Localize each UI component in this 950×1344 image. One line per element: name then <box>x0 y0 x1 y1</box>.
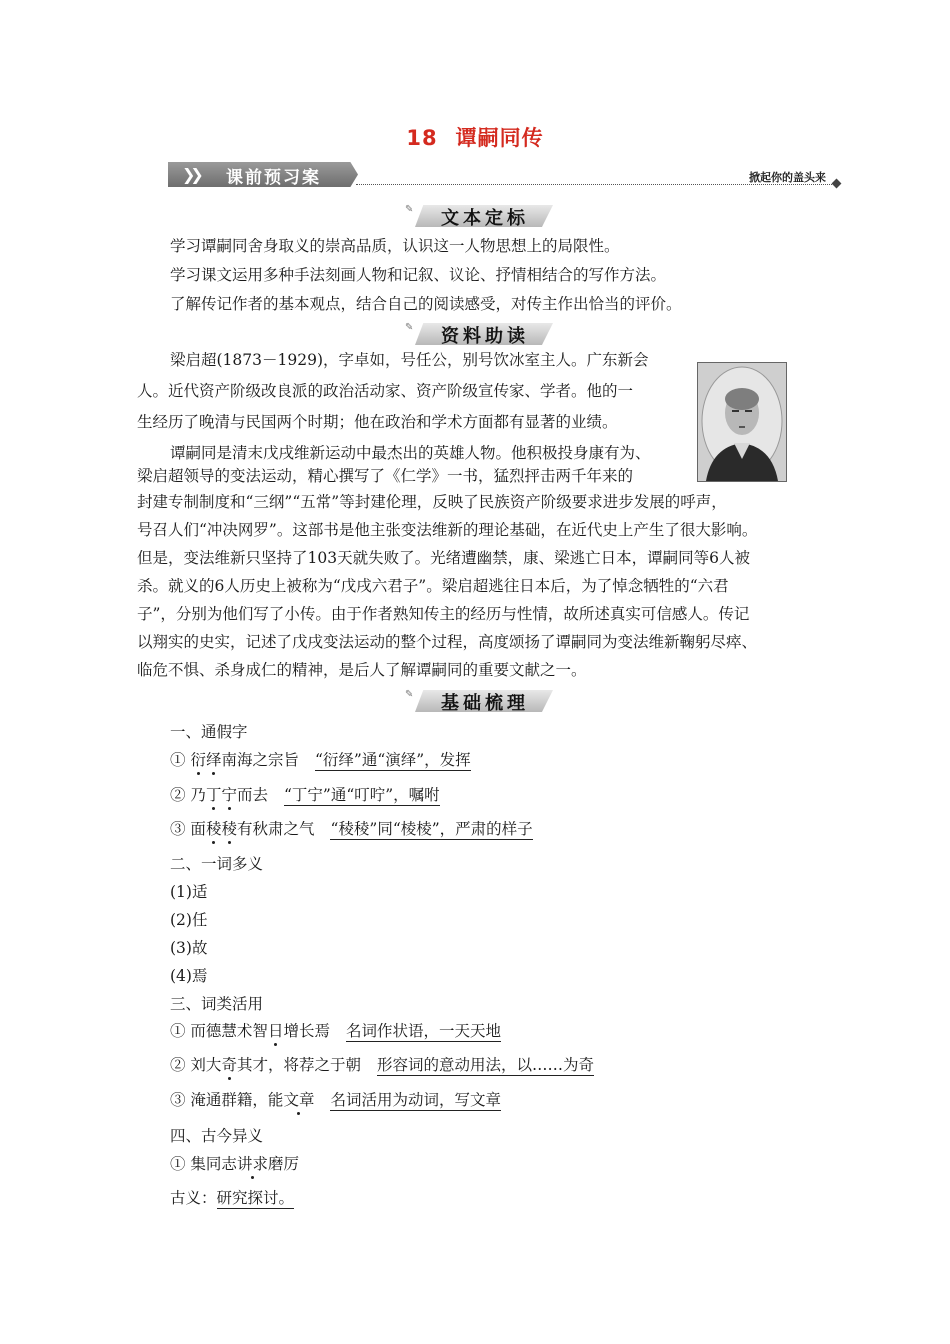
reading-p2-line: 以翔实的史实，记述了戊戌变法运动的整个过程，高度颂扬了谭嗣同为变法维新鞠躬尽瘁、 <box>137 633 758 651</box>
polysemy-heading: 二、一词多义 <box>170 855 264 873</box>
huoyong-heading: 三、词类活用 <box>170 995 264 1013</box>
pencil-mark-icon: ✎ <box>405 689 414 700</box>
reading-p2-line: 梁启超领导的变法运动，精心撰写了《仁学》一书，猛烈抨击两千年来的 <box>137 467 634 485</box>
gujin-heading: 四、古今异义 <box>170 1127 264 1145</box>
polysemy-item: (1)适 <box>170 883 208 901</box>
reading-heading-label: 资料助读 <box>441 326 529 347</box>
reading-p2-line: 杀。就义的6人历史上被称为“戊戌六君子”。梁启超逃往日本后，为了悼念牺牲的“六君 <box>137 577 729 595</box>
lesson-title: 谭嗣同传 <box>455 126 544 150</box>
gujin-answer: 古义：研究探讨。 <box>170 1189 295 1207</box>
reading-p2-line: 号召人们“冲决网罗”。这部书是他主张变法维新的理论基础，在近代史上产生了很大影响。 <box>137 521 758 539</box>
reading-p2-line: 临危不惧、杀身成仁的精神，是后人了解谭嗣同的重要文献之一。 <box>137 661 587 679</box>
answer-underline: 研究探讨。 <box>216 1189 295 1207</box>
reading-p1-line: 梁启超(1873－1929)，字卓如，号任公，别号饮冰室主人。广东新会 <box>170 351 649 369</box>
answer-underline: “稜稜”同“棱棱”，严肃的样子 <box>330 820 533 838</box>
answer-underline: 形容词的意动用法，以……为奇 <box>376 1056 594 1074</box>
reading-p2-line: 但是，变法维新只坚持了103天就失败了。光绪遭幽禁，康、梁逃亡日本，谭嗣同等6人被 <box>137 549 750 567</box>
huoyong-item: ① 而德慧术智日增长焉 名词作状语，一天天地 <box>170 1022 501 1040</box>
tongjia-item: ③ 面稜稜有秋肃之气 “稜稜”同“棱棱”，严肃的样子 <box>170 820 533 838</box>
goal-item: 了解传记作者的基本观点，结合自己的阅读感受，对传主作出恰当的评价。 <box>170 295 682 313</box>
basics-heading <box>0 685 950 715</box>
diamond-icon <box>832 179 842 189</box>
gujin-item: ① 集同志讲求磨厉 <box>170 1155 299 1173</box>
tongjia-heading: 一、通假字 <box>170 723 248 741</box>
section-banner <box>168 160 840 190</box>
huoyong-item: ② 刘大奇其才，将荐之于朝 形容词的意动用法，以……为奇 <box>170 1056 594 1074</box>
polysemy-item: (2)任 <box>170 911 208 929</box>
portrait-photo <box>697 362 787 482</box>
pencil-mark-icon: ✎ <box>405 204 414 215</box>
tongjia-item: ① 衍绎南海之宗旨 “衍绎”通“演绎”，发挥 <box>170 751 471 769</box>
reading-heading <box>0 318 950 348</box>
goals-heading <box>0 200 950 230</box>
reading-p1-line: 人。近代资产阶级改良派的政治活动家、资产阶级宣传家、学者。他的一 <box>137 382 634 400</box>
answer-underline: “丁宁”通“叮咛”，嘱咐 <box>283 786 440 804</box>
goal-item: 学习课文运用多种手法刻画人物和记叙、议论、抒情相结合的写作方法。 <box>170 266 667 284</box>
banner-tab-label: 课前预习案 <box>226 168 321 188</box>
reading-p2-line: 子”，分别为他们写了小传。由于作者熟知传主的经历与性情，故所述真实可信感人。传记 <box>137 605 750 623</box>
huoyong-item: ③ 淹通群籍，能文章 名词活用为动词，写文章 <box>170 1091 501 1109</box>
answer-underline: 名词活用为动词，写文章 <box>330 1091 501 1109</box>
page-title <box>0 122 950 152</box>
polysemy-item: (4)焉 <box>170 967 208 985</box>
reading-p1-line: 生经历了晚清与民国两个时期；他在政治和学术方面都有显著的业绩。 <box>137 413 618 431</box>
banner-right-label: 掀起你的盖头来 <box>749 171 826 184</box>
tongjia-item: ② 乃丁宁而去 “丁宁”通“叮咛”，嘱咐 <box>170 786 440 804</box>
lesson-number: 18 <box>406 126 438 150</box>
chevron-arrows-icon: ❯❯ <box>182 165 199 184</box>
answer-underline: 名词作状语，一天天地 <box>345 1022 501 1040</box>
basics-heading-label: 基础梳理 <box>441 693 529 714</box>
reading-p2-line: 谭嗣同是清末戊戌维新运动中最杰出的英雄人物。他积极投身康有为、 <box>170 444 651 462</box>
polysemy-item: (3)故 <box>170 939 208 957</box>
answer-underline: “衍绎”通“演绎”，发挥 <box>314 751 471 769</box>
goals-heading-label: 文本定标 <box>441 208 529 229</box>
pencil-mark-icon: ✎ <box>405 322 414 333</box>
goal-item: 学习谭嗣同舍身取义的崇高品质，认识这一人物思想上的局限性。 <box>170 237 620 255</box>
reading-p2-line: 封建专制制度和“三纲”“五常”等封建伦理，反映了民族资产阶级要求进步发展的呼声， <box>137 493 727 511</box>
